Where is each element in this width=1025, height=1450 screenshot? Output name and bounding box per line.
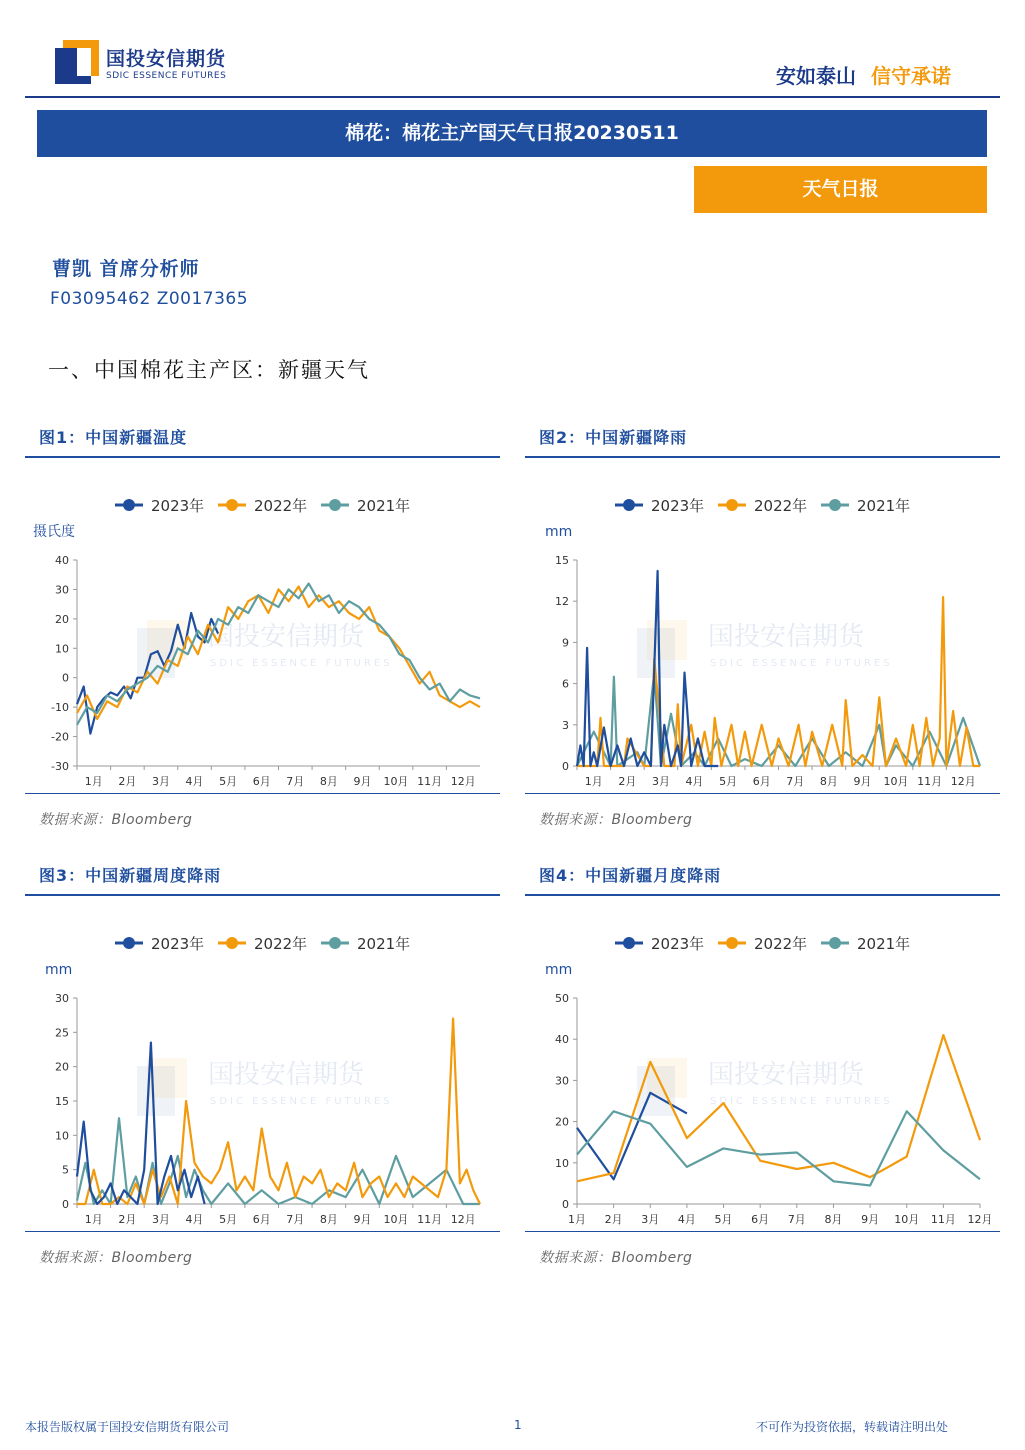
legend-marker (123, 499, 135, 511)
legend-label: 2021年 (857, 935, 911, 953)
legend-marker (329, 499, 341, 511)
y-tick-label: 15 (55, 1095, 69, 1108)
x-tick-label: 11月 (917, 775, 943, 788)
x-tick-label: 5月 (219, 775, 238, 788)
x-tick-label: 2月 (118, 1213, 137, 1226)
y-tick-label: 20 (555, 1115, 569, 1129)
axis-unit-label: mm (45, 962, 73, 978)
legend-label: 2021年 (357, 497, 411, 515)
y-tick-label: 40 (55, 554, 69, 567)
legend-label: 2021年 (857, 497, 911, 515)
legend-label: 2022年 (754, 497, 808, 515)
watermark-text: SDIC ESSENCE FUTURES (210, 1096, 393, 1107)
x-tick-label: 8月 (824, 1213, 843, 1226)
legend-label: 2023年 (151, 497, 205, 515)
y-tick-label: 6 (562, 677, 569, 691)
watermark-text: SDIC ESSENCE FUTURES (710, 1096, 893, 1107)
x-tick-label: 10月 (383, 1213, 409, 1226)
y-tick-label: 10 (555, 1156, 569, 1170)
axis-unit-label: 摄氏度 (33, 524, 75, 540)
x-tick-label: 1月 (84, 775, 103, 788)
watermark-text: SDIC ESSENCE FUTURES (210, 658, 393, 669)
y-tick-label: 0 (562, 760, 569, 773)
author-line: 曹凯 首席分析师 (52, 258, 200, 280)
x-tick-label: 3月 (151, 775, 170, 788)
x-tick-label: 10月 (383, 775, 409, 788)
legend-marker (726, 937, 738, 949)
legend-marker (123, 937, 135, 949)
report-tag: 天气日报 (694, 166, 987, 213)
x-tick-label: 1月 (584, 775, 603, 788)
y-tick-label: 30 (55, 992, 69, 1005)
x-tick-label: 6月 (751, 1213, 770, 1226)
chart-panel-fig4 (525, 863, 1000, 1266)
company-logo (55, 40, 99, 84)
watermark-text: 国投安信期货 (708, 622, 865, 652)
x-tick-label: 8月 (319, 1213, 338, 1226)
slogan-part-a: 安如泰山 (776, 64, 856, 88)
chart-title: 图4：中国新疆月度降雨 (539, 866, 722, 885)
y-tick-label: 50 (555, 992, 569, 1005)
x-tick-label: 6月 (252, 775, 271, 788)
x-tick-label: 4月 (685, 775, 704, 788)
y-tick-label: 10 (55, 642, 69, 656)
x-tick-label: 7月 (286, 1213, 305, 1226)
logo-text-en: SDIC ESSENCE FUTURES (106, 71, 227, 81)
legend-label: 2022年 (254, 935, 308, 953)
x-tick-label: 9月 (353, 1213, 372, 1226)
y-tick-label: -10 (51, 701, 69, 715)
y-tick-label: 5 (62, 1163, 69, 1177)
panel-rule (25, 1231, 500, 1232)
x-tick-label: 10月 (883, 775, 909, 788)
legend-label: 2021年 (357, 935, 411, 953)
chart-panel-fig2 (525, 425, 1000, 828)
chart-svg (525, 896, 1000, 1231)
y-tick-label: 0 (562, 1198, 569, 1211)
legend-label: 2023年 (651, 497, 705, 515)
legend-label: 2023年 (151, 935, 205, 953)
legend-marker (829, 937, 841, 949)
x-tick-label: 1月 (84, 1213, 103, 1226)
data-source: 数据来源：Bloomberg (39, 812, 193, 828)
x-tick-label: 12月 (450, 775, 476, 788)
axis-unit-label: mm (545, 524, 573, 540)
x-tick-label: 10月 (894, 1213, 920, 1226)
watermark-text: 国投安信期货 (208, 622, 365, 652)
slogan-part-b: 信守承诺 (871, 64, 951, 88)
x-tick-label: 3月 (651, 775, 670, 788)
section-heading: 一、中国棉花主产区：新疆天气 (48, 358, 370, 382)
x-tick-label: 6月 (252, 1213, 271, 1226)
series-line-2021年 (577, 673, 980, 766)
x-tick-label: 5月 (719, 775, 738, 788)
y-tick-label: 30 (555, 1074, 569, 1088)
report-title: 棉花：棉花主产国天气日报20230511 (37, 110, 987, 157)
data-source: 数据来源：Bloomberg (39, 1250, 193, 1266)
x-tick-label: 7月 (787, 1213, 806, 1226)
legend-label: 2022年 (254, 497, 308, 515)
x-tick-label: 4月 (185, 1213, 204, 1226)
x-tick-label: 7月 (286, 775, 305, 788)
panel-rule (525, 793, 1000, 794)
y-tick-label: 25 (55, 1026, 69, 1040)
x-tick-label: 12月 (950, 775, 976, 788)
footer-disclaimer: 不可作为投资依据，转载请注明出处 (756, 1420, 949, 1434)
page-number: 1 (514, 1418, 522, 1432)
x-tick-label: 12月 (967, 1213, 993, 1226)
x-tick-label: 2月 (618, 775, 637, 788)
watermark-text: 国投安信期货 (208, 1060, 365, 1090)
watermark-logo (647, 1058, 687, 1098)
footer-copyright: 本报告版权属于国投安信期货有限公司 (25, 1420, 230, 1434)
chart-svg (525, 458, 1000, 793)
x-tick-label: 2月 (118, 775, 137, 788)
legend-marker (726, 499, 738, 511)
x-tick-label: 9月 (853, 775, 872, 788)
watermark-logo (647, 620, 687, 660)
watermark-text: SDIC ESSENCE FUTURES (710, 658, 893, 669)
legend-marker (329, 937, 341, 949)
x-tick-label: 4月 (677, 1213, 696, 1226)
x-tick-label: 3月 (151, 1213, 170, 1226)
x-tick-label: 4月 (185, 775, 204, 788)
header-divider (25, 96, 1000, 98)
y-tick-label: 20 (55, 1060, 69, 1074)
x-tick-label: 2月 (604, 1213, 623, 1226)
y-tick-label: -20 (51, 730, 69, 744)
x-tick-label: 9月 (861, 1213, 880, 1226)
chart-svg (25, 458, 500, 793)
chart-title: 图3：中国新疆周度降雨 (39, 866, 222, 885)
x-tick-label: 8月 (819, 775, 838, 788)
axis-unit-label: mm (545, 962, 573, 978)
data-source: 数据来源：Bloomberg (539, 812, 693, 828)
panel-rule (25, 793, 500, 794)
chart-panel-fig3 (25, 863, 500, 1266)
y-tick-label: 20 (55, 612, 69, 626)
y-tick-label: 40 (555, 1033, 569, 1047)
x-tick-label: 8月 (319, 775, 338, 788)
legend-label: 2022年 (754, 935, 808, 953)
panel-rule (525, 1231, 1000, 1232)
chart-svg (25, 896, 500, 1231)
x-tick-label: 11月 (417, 1213, 443, 1226)
y-tick-label: -30 (51, 760, 69, 773)
y-tick-label: 3 (562, 718, 569, 732)
chart-title: 图1：中国新疆温度 (39, 428, 188, 447)
legend-marker (623, 937, 635, 949)
legend-marker (226, 499, 238, 511)
y-tick-label: 12 (555, 595, 569, 609)
legend-label: 2023年 (651, 935, 705, 953)
logo-text-cn: 国投安信期货 (106, 48, 227, 70)
chart-title: 图2：中国新疆降雨 (539, 428, 688, 447)
x-tick-label: 3月 (641, 1213, 660, 1226)
x-tick-label: 1月 (568, 1213, 586, 1226)
watermark-text: 国投安信期货 (708, 1060, 865, 1090)
x-tick-label: 6月 (752, 775, 771, 788)
y-tick-label: 10 (55, 1129, 69, 1143)
x-tick-label: 11月 (930, 1213, 956, 1226)
x-tick-label: 5月 (714, 1213, 733, 1226)
x-tick-label: 12月 (450, 1213, 476, 1226)
certificate-numbers: F03095462 Z0017365 (50, 289, 249, 309)
x-tick-label: 7月 (786, 775, 805, 788)
y-tick-label: 15 (555, 554, 569, 567)
y-tick-label: 30 (55, 583, 69, 597)
y-tick-label: 0 (62, 671, 69, 685)
y-tick-label: 9 (562, 636, 569, 650)
legend-marker (829, 499, 841, 511)
legend-marker (623, 499, 635, 511)
legend-marker (226, 937, 238, 949)
x-tick-label: 11月 (417, 775, 443, 788)
data-source: 数据来源：Bloomberg (539, 1250, 693, 1266)
x-tick-label: 9月 (353, 775, 372, 788)
x-tick-label: 5月 (219, 1213, 238, 1226)
chart-panel-fig1 (25, 425, 500, 828)
y-tick-label: 0 (62, 1198, 69, 1211)
